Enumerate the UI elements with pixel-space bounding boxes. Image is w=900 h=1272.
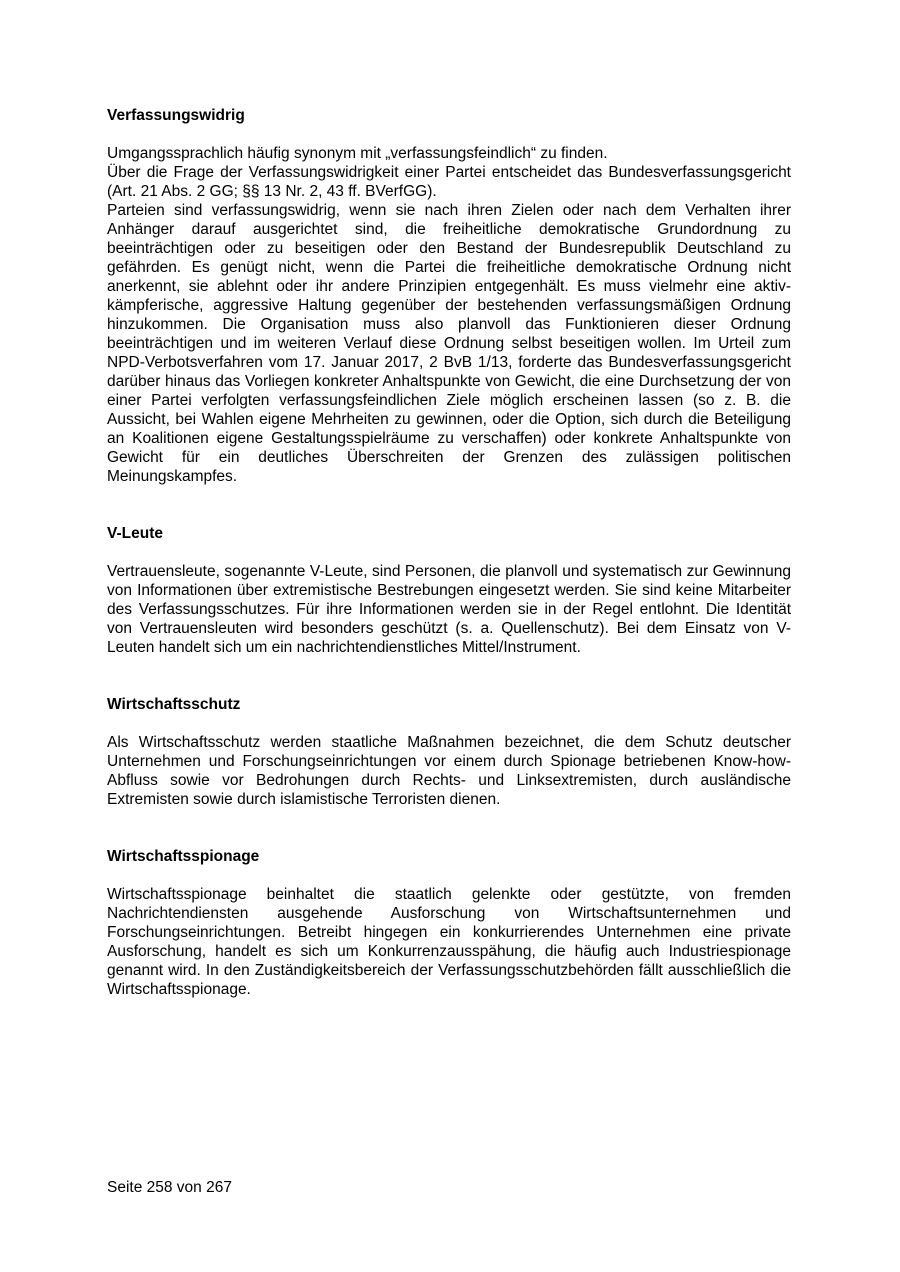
paragraph: Über die Frage der Verfassungswidrigkeit einer Partei entscheidet das Bundesverfassungsgericht (Art. 21 Abs. 2 GG; §§ 13 Nr. 2, 43 ff. BVerfGG). — [107, 164, 791, 200]
paragraph: Wirtschaftsspionage beinhaltet die staatlich gelenkte oder gestützte, von fremden Nachrichtendiensten ausgehende Ausforschung von Wirtschaftsunternehmen und Forschungseinrichtungen. Betreibt hingegen ein konkurrierendes Unternehmen eine private Ausforschung, handelt es sich um Konkurrenzausspähung, die häufig auch Industriespionage genannt wird. In den Zuständigkeitsbereich der Verfassungsschutzbehörden fällt ausschließlich die Wirtschaftsspionage. — [107, 886, 791, 998]
paragraph: Umgangssprachlich häufig synonym mit „verfassungsfeindlich“ zu finden. — [107, 145, 608, 162]
paragraph: Als Wirtschaftsschutz werden staatliche Maßnahmen bezeichnet, die dem Schutz deutscher Unternehmen und Forschungseinrichtungen vor einem durch Spionage betriebenen Know-how-Abfluss sowie vor Bedrohungen durch Rechts- und Linksextremisten, durch ausländische Extremisten sowie durch islamistische Terroristen dienen. — [107, 734, 791, 808]
entry-title: Wirtschaftsschutz — [107, 696, 241, 713]
paragraph: Parteien sind verfassungswidrig, wenn sie nach ihren Zielen oder nach dem Verhalten ihrer Anhänger darauf ausgerichtet sind, die freiheitliche demokratische Grundordnung zu beeinträchtigen oder zu beseitigen oder den Bestand der Bundesrepublik Deutschland zu gefährden. Es genügt nicht, wenn die Partei die freiheitliche demokratische Ordnung nicht anerkennt, sie ablehnt oder ihr andere Prinzipien entgegenhält. Es muss vielmehr eine aktiv-kämpferische, aggressive Haltung gegenüber der bestehenden verfassungsmäßigen Ordnung hinzukommen. Die Organisation muss also planvoll das Funktionieren dieser Ordnung beeinträchtigen und im weiteren Verlauf diese Ordnung selbst beseitigen wollen. Im Urteil zum NPD-Verbotsverfahren vom 17. Januar 2017, 2 BvB 1/13, forderte das Bundesverfassungsgericht darüber hinaus das Vorliegen konkreter Anhaltspunkte von Gewicht, die eine Durchsetzung der von einer Partei verfolgten verfassungsfeindlichen Ziele möglich erscheinen lassen (so z. B. die Aussicht, bei Wahlen eigene Mehrheiten zu gewinnen, oder die Option, sich durch die Beteiligung an Koalitionen eigene Gestaltungsspielräume zu verschaffen) oder konkrete Anhaltspunkte von Gewicht für ein deutliches Überschreiten der Grenzen des zulässigen politischen Meinungskampfes. — [107, 202, 791, 485]
entry-verfassungswidrig — [107, 106, 791, 486]
page-number-footer: Seite 258 von 267 — [107, 1179, 232, 1196]
entry-title: Verfassungswidrig — [107, 107, 245, 124]
section-gap — [107, 657, 791, 695]
entry-wirtschaftsspionage — [107, 847, 791, 999]
entry-v-leute — [107, 524, 791, 657]
entry-title: V-Leute — [107, 525, 163, 542]
entry-wirtschaftsschutz — [107, 695, 791, 809]
entry-title: Wirtschaftsspionage — [107, 848, 260, 865]
document-page — [107, 106, 791, 999]
paragraph: Vertrauensleute, sogenannte V-Leute, sind Personen, die planvoll und systematisch zur Gewinnung von Informationen über extremistische Bestrebungen eingesetzt werden. Sie sind keine Mitarbeiter des Verfassungsschutzes. Für ihre Informationen werden sie in der Regel entlohnt. Die Identität von Vertrauensleuten wird besonders geschützt (s. a. Quellenschutz). Bei dem Einsatz von V-Leuten handelt sich um ein nachrichtendienstliches Mittel/Instrument. — [107, 563, 791, 656]
section-gap — [107, 486, 791, 524]
section-gap — [107, 809, 791, 847]
